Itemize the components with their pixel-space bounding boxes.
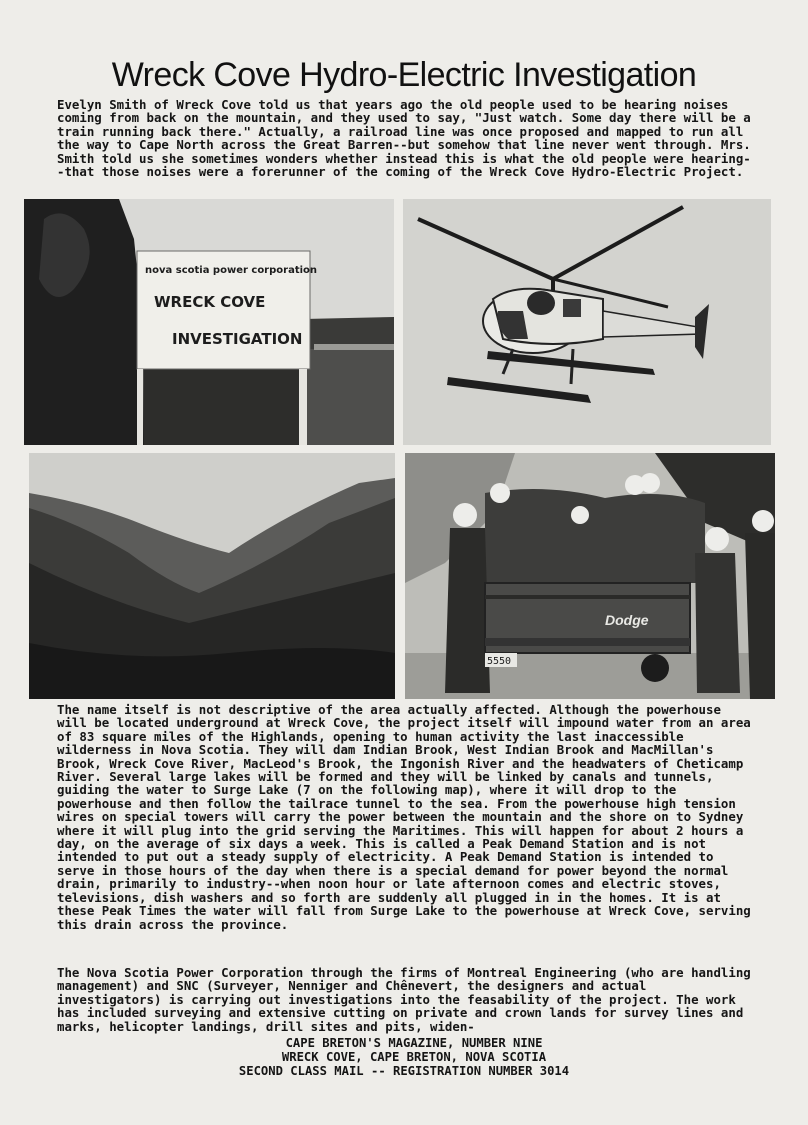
page-title: Wreck Cove Hydro-Electric Investigation bbox=[111, 56, 697, 94]
truck-plate-text: 5550 bbox=[487, 656, 512, 667]
sign-investigation-text: INVESTIGATION bbox=[172, 330, 303, 348]
sign-company-text: nova scotia power corporation bbox=[145, 265, 318, 276]
body-paragraph-1: The name itself is not descriptive of the area actually affected. Although the powerhouse will be located underground at Wreck Cove, the project itself will impound water from an area of 83 square miles of the Highlands, opening to human activity the last inaccessible wilderness in Nova Scotia. They will dam Indian Brook, West Indian Brook and MacMillan's Brook, Wreck Cove River, MacLeod's Brook, the Ingonish River and the headwaters of Cheticamp River. Several large lakes will be formed and they will be linked by canals and tunnels, guiding the water to Surge Lake (7 on the following map), where it will drop to the powerhouse and then follow the tailrace tunnel to the sea. From the powerhouse high tension wires on special towers will carry the power between the mountain and the shore on to Sydney where it will plug into the grid serving the Maritimes. This will happen for about 2 hours a day, on the average of six days a week. This is called a Peak Demand Station and is not intended to put out a steady supply of electricity. A Peak Demand Station is intended to serve in those hours of the day when there is a special demand for power beyond the normal drain, primarily to industry--when noon hour or late afternoon comes and electric stoves, televisions, dish washers and so forth are suddenly all plugged in in the homes. It is at these Peak Times the water will fall from Surge Lake to the powerhouse at Wreck Cove, serving this drain across the province. bbox=[57, 702, 759, 932]
photo-investigation-sign bbox=[24, 199, 394, 445]
footer-registration-line: SECOND CLASS MAIL -- REGISTRATION NUMBER 3014 bbox=[238, 1064, 570, 1078]
footer-address-line: WRECK COVE, CAPE BRETON, NOVA SCOTIA bbox=[281, 1050, 547, 1064]
body-paragraph-2: The Nova Scotia Power Corporation through the firms of Montreal Engineering (who are handling management) and SNC (Surveyer, Nenniger and Chênevert, the designers and actual investigators) is carrying out investigations into the feasability of the project. The work has included surveying and extensive cutting on private and crown lands for survey lines and marks, helicopter landings, drill sites and pits, widen- bbox=[57, 965, 759, 1034]
intro-paragraph: Evelyn Smith of Wreck Cove told us that years ago the old people used to be hearing noises coming from back on the mountain, and they used to say, "Just watch. Some day there will be a train running back there." Actually, a railroad line was once proposed and mapped to run all the way to Cape North across the Great Barren--but somehow that line never went through. Mrs. Smith told us she sometimes wonders whether instead this is what the old people were hearing--that those noises were a forerunner of the coming of the Wreck Cove Hydro-Electric Project. bbox=[57, 97, 759, 180]
photo-crew-truck bbox=[405, 453, 775, 699]
photo-helicopter bbox=[403, 199, 771, 445]
truck-brand-text: Dodge bbox=[605, 612, 649, 628]
footer-magazine-line: CAPE BRETON'S MAGAZINE, NUMBER NINE bbox=[285, 1036, 543, 1050]
sign-name-text: WRECK COVE bbox=[154, 293, 266, 311]
photo-valley bbox=[29, 453, 395, 699]
